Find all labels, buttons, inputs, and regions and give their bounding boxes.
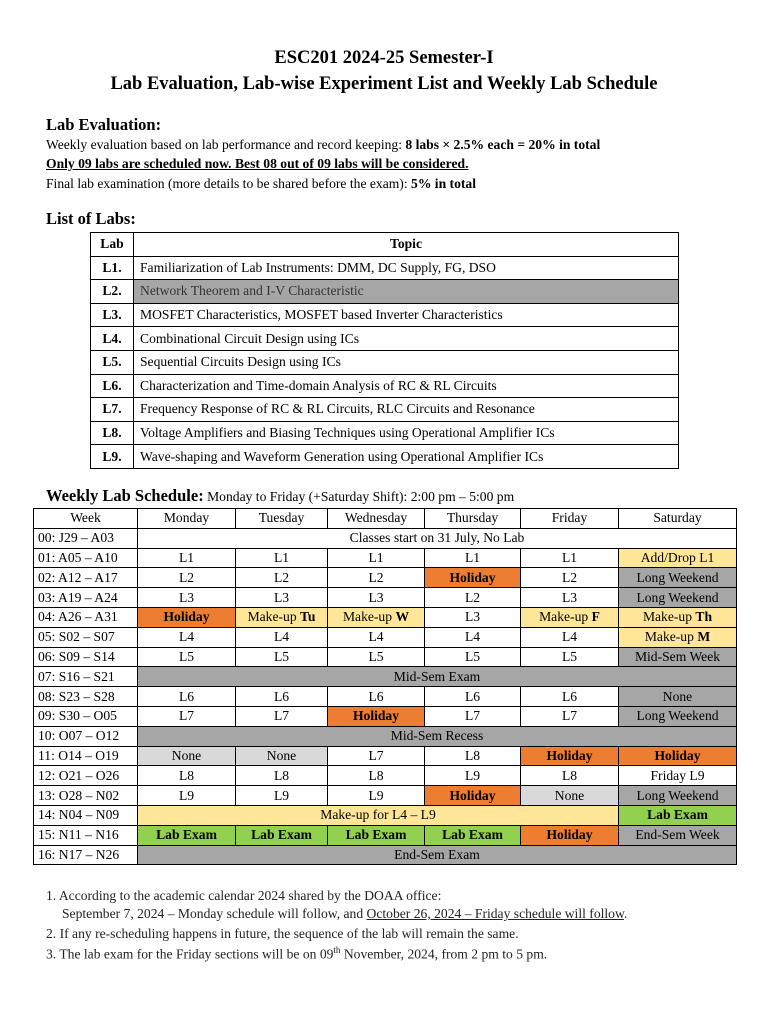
- schedule-cell: L3: [236, 588, 328, 608]
- note-3-superscript: th: [333, 945, 341, 955]
- lab-row: [91, 303, 679, 327]
- schedule-row: [34, 548, 737, 568]
- week-label: 08: S23 – S28: [34, 687, 138, 707]
- schedule-cell: L1: [328, 548, 425, 568]
- week-label: 16: N17 – N26: [34, 845, 138, 865]
- schedule-cell: L8: [138, 766, 236, 786]
- schedule-cell: Holiday: [619, 746, 737, 766]
- document-subtitle: Lab Evaluation, Lab-wise Experiment List and Weekly Lab Schedule: [110, 74, 658, 94]
- lab-topic: Familiarization of Lab Instruments: DMM, DC Supply, FG, DSO: [134, 256, 679, 280]
- lab-number: L2.: [91, 280, 134, 304]
- lab-number: L6.: [91, 374, 134, 398]
- evaluation-weekly-text: Weekly evaluation based on lab performance and record keeping:: [46, 137, 406, 152]
- week-label: 01: A05 – A10: [34, 548, 138, 568]
- note-1: 1. According to the academic calendar 2024 shared by the DOAA office:: [46, 888, 442, 903]
- schedule-cell: L3: [521, 588, 619, 608]
- evaluation-weekly-line: [46, 137, 600, 153]
- schedule-cell: Holiday: [138, 607, 236, 627]
- schedule-cell: L1: [521, 548, 619, 568]
- schedule-row: [34, 726, 737, 746]
- lab-topic: MOSFET Characteristics, MOSFET based Inverter Characteristics: [134, 303, 679, 327]
- schedule-cell: Holiday: [425, 786, 521, 806]
- lab-column-header: Lab: [91, 233, 134, 257]
- schedule-cell: L6: [138, 687, 236, 707]
- note-2: 2. If any re-scheduling happens in future, the sequence of the lab will remain the same.: [46, 926, 519, 941]
- week-label: 05: S02 – S07: [34, 627, 138, 647]
- schedule-row: [34, 687, 737, 707]
- schedule-cell: L8: [328, 766, 425, 786]
- lab-number: L9.: [91, 445, 134, 469]
- week-label: 03: A19 – A24: [34, 588, 138, 608]
- schedule-cell: L8: [236, 766, 328, 786]
- week-label: 07: S16 – S21: [34, 667, 138, 687]
- schedule-cell: L7: [425, 706, 521, 726]
- schedule-cell: L9: [236, 786, 328, 806]
- lab-row: [91, 374, 679, 398]
- schedule-cell: L9: [138, 786, 236, 806]
- makeup-day: Th: [695, 609, 713, 625]
- lab-number: L4.: [91, 327, 134, 351]
- makeup-day: Tu: [300, 609, 316, 625]
- schedule-cell: Add/Drop L1: [619, 548, 737, 568]
- schedule-cell: Friday L9: [619, 766, 737, 786]
- schedule-cell: L8: [425, 746, 521, 766]
- week-label: 02: A12 – A17: [34, 568, 138, 588]
- makeup-label: Make-up: [247, 609, 301, 625]
- note-3: [46, 945, 547, 963]
- schedule-cell: [619, 627, 737, 647]
- evaluation-weekly-weight: 8 labs × 2.5% each = 20% in total: [405, 137, 601, 152]
- makeup-label: Make-up: [342, 609, 396, 625]
- lab-number: L3.: [91, 303, 134, 327]
- schedule-cell: L7: [328, 746, 425, 766]
- schedule-cell: L5: [138, 647, 236, 667]
- schedule-header-row: [34, 509, 737, 529]
- schedule-row: [34, 647, 737, 667]
- lab-row: [91, 256, 679, 280]
- lab-topic: Voltage Amplifiers and Biasing Techniques using Operational Amplifier ICs: [134, 421, 679, 445]
- schedule-cell: L7: [521, 706, 619, 726]
- schedule-cell: L6: [425, 687, 521, 707]
- schedule-cell: L6: [328, 687, 425, 707]
- lab-number: L8.: [91, 421, 134, 445]
- evaluation-best-of-line: Only 09 labs are scheduled now. Best 08 out of 09 labs will be considered.: [46, 156, 469, 171]
- lab-number: L7.: [91, 398, 134, 422]
- lab-topic: Characterization and Time-domain Analysis of RC & RL Circuits: [134, 374, 679, 398]
- schedule-cell: Lab Exam: [619, 805, 737, 825]
- labs-table: [90, 232, 679, 469]
- schedule-row: [34, 706, 737, 726]
- schedule-cell: L5: [236, 647, 328, 667]
- schedule-cell: L7: [138, 706, 236, 726]
- schedule-row: [34, 805, 737, 825]
- schedule-cell: L7: [236, 706, 328, 726]
- schedule-column-header: Monday: [138, 509, 236, 529]
- schedule-row: [34, 607, 737, 627]
- weekly-schedule-heading: [46, 486, 514, 506]
- lab-topic: Combinational Circuit Design using ICs: [134, 327, 679, 351]
- makeup-label: Make-up: [644, 629, 698, 645]
- schedule-cell: Mid-Sem Week: [619, 647, 737, 667]
- lab-topic: Sequential Circuits Design using ICs: [134, 350, 679, 374]
- note-1-detail: [62, 906, 627, 922]
- schedule-cell: End-Sem Week: [619, 825, 737, 845]
- note-3-part-b: November, 2024, from 2 pm to 5 pm.: [340, 946, 548, 962]
- schedule-cell: None: [619, 687, 737, 707]
- schedule-cell: [328, 607, 425, 627]
- schedule-cell: Long Weekend: [619, 786, 737, 806]
- schedule-cell: End-Sem Exam: [138, 845, 737, 865]
- schedule-cell: Lab Exam: [236, 825, 328, 845]
- schedule-cell: Mid-Sem Exam: [138, 667, 737, 687]
- schedule-cell: L5: [521, 647, 619, 667]
- schedule-column-header: Saturday: [619, 509, 737, 529]
- schedule-cell: L4: [328, 627, 425, 647]
- list-of-labs-heading: List of Labs:: [46, 209, 136, 228]
- lab-row: [91, 280, 679, 304]
- schedule-cell: L1: [236, 548, 328, 568]
- lab-topic: Wave-shaping and Waveform Generation using Operational Amplifier ICs: [134, 445, 679, 469]
- lab-topic: Frequency Response of RC & RL Circuits, RLC Circuits and Resonance: [134, 398, 679, 422]
- schedule-cell: Holiday: [425, 568, 521, 588]
- schedule-row: [34, 746, 737, 766]
- makeup-label: Make-up: [642, 609, 696, 625]
- lab-row: [91, 350, 679, 374]
- evaluation-final-exam-line: [46, 176, 476, 192]
- schedule-cell: Lab Exam: [425, 825, 521, 845]
- schedule-cell: L3: [425, 607, 521, 627]
- schedule-column-header: Week: [34, 509, 138, 529]
- schedule-cell: Lab Exam: [328, 825, 425, 845]
- schedule-cell: Holiday: [521, 746, 619, 766]
- schedule-cell: L9: [425, 766, 521, 786]
- schedule-cell: L4: [521, 627, 619, 647]
- lab-row: [91, 398, 679, 422]
- schedule-cell: None: [138, 746, 236, 766]
- schedule-cell: L5: [425, 647, 521, 667]
- lab-row: [91, 327, 679, 351]
- labs-table-header: [91, 233, 679, 257]
- schedule-cell: None: [521, 786, 619, 806]
- schedule-row: [34, 588, 737, 608]
- schedule-cell: L9: [328, 786, 425, 806]
- schedule-row: [34, 825, 737, 845]
- schedule-cell: [619, 607, 737, 627]
- schedule-column-header: Friday: [521, 509, 619, 529]
- makeup-label: Make-up: [539, 609, 592, 625]
- schedule-cell: Make-up for L4 – L9: [138, 805, 619, 825]
- schedule-cell: L1: [138, 548, 236, 568]
- schedule-cell: L4: [138, 627, 236, 647]
- schedule-cell: L1: [425, 548, 521, 568]
- schedule-row: [34, 766, 737, 786]
- schedule-cell: L3: [138, 588, 236, 608]
- week-label: 13: O28 – N02: [34, 786, 138, 806]
- schedule-cell: L3: [328, 588, 425, 608]
- lab-number: L1.: [91, 256, 134, 280]
- schedule-cell: L2: [521, 568, 619, 588]
- schedule-cell: L2: [425, 588, 521, 608]
- schedule-cell: L4: [425, 627, 521, 647]
- schedule-cell: L2: [328, 568, 425, 588]
- week-label: 11: O14 – O19: [34, 746, 138, 766]
- schedule-cell: L5: [328, 647, 425, 667]
- schedule-column-header: Wednesday: [328, 509, 425, 529]
- schedule-cell: L4: [236, 627, 328, 647]
- schedule-row: [34, 786, 737, 806]
- schedule-cell: L8: [521, 766, 619, 786]
- schedule-row: [34, 528, 737, 548]
- schedule-cell: L2: [236, 568, 328, 588]
- schedule-cell: L6: [521, 687, 619, 707]
- weekly-schedule-title: Weekly Lab Schedule:: [46, 486, 204, 505]
- note-3-part-a: 3. The lab exam for the Friday sections will be on 09: [46, 946, 334, 962]
- schedule-column-header: Tuesday: [236, 509, 328, 529]
- week-label: 06: S09 – S14: [34, 647, 138, 667]
- week-label: 09: S30 – O05: [34, 706, 138, 726]
- evaluation-final-weight: 5% in total: [411, 176, 476, 191]
- week-label: 12: O21 – O26: [34, 766, 138, 786]
- topic-column-header: Topic: [134, 233, 679, 257]
- schedule-row: [34, 627, 737, 647]
- schedule-cell: Lab Exam: [138, 825, 236, 845]
- weekly-schedule-timing: Monday to Friday (+Saturday Shift): 2:00 pm – 5:00 pm: [203, 489, 515, 504]
- note-1-detail-part-a: September 7, 2024 – Monday schedule will follow, and: [62, 906, 367, 921]
- lab-row: [91, 421, 679, 445]
- lab-topic: Network Theorem and I-V Characteristic: [134, 280, 679, 304]
- schedule-column-header: Thursday: [425, 509, 521, 529]
- schedule-cell: Mid-Sem Recess: [138, 726, 737, 746]
- schedule-cell: Long Weekend: [619, 588, 737, 608]
- schedule-cell: None: [236, 746, 328, 766]
- lab-row: [91, 445, 679, 469]
- schedule-cell: Long Weekend: [619, 706, 737, 726]
- schedule-row: [34, 845, 737, 865]
- schedule-cell: Holiday: [521, 825, 619, 845]
- schedule-row: [34, 568, 737, 588]
- lab-evaluation-heading: Lab Evaluation:: [46, 115, 162, 134]
- note-1-detail-part-b: October 26, 2024 – Friday schedule will follow: [366, 906, 624, 921]
- lab-number: L5.: [91, 350, 134, 374]
- schedule-cell: Holiday: [328, 706, 425, 726]
- week-label: 14: N04 – N09: [34, 805, 138, 825]
- week-label: 00: J29 – A03: [34, 528, 138, 548]
- schedule-cell: L6: [236, 687, 328, 707]
- week-label: 10: O07 – O12: [34, 726, 138, 746]
- note-1-detail-part-c: .: [623, 906, 628, 921]
- schedule-cell: [236, 607, 328, 627]
- evaluation-final-text: Final lab examination (more details to be shared before the exam):: [46, 176, 412, 191]
- makeup-day: F: [591, 609, 600, 625]
- schedule-cell: Classes start on 31 July, No Lab: [138, 528, 737, 548]
- week-label: 15: N11 – N16: [34, 825, 138, 845]
- week-label: 04: A26 – A31: [34, 607, 138, 627]
- schedule-row: [34, 667, 737, 687]
- schedule-cell: [521, 607, 619, 627]
- weekly-schedule-table: [33, 508, 737, 865]
- makeup-day: M: [697, 629, 711, 645]
- document-title: ESC201 2024-25 Semester-I: [274, 48, 494, 68]
- schedule-cell: Long Weekend: [619, 568, 737, 588]
- schedule-cell: L2: [138, 568, 236, 588]
- makeup-day: W: [395, 609, 410, 625]
